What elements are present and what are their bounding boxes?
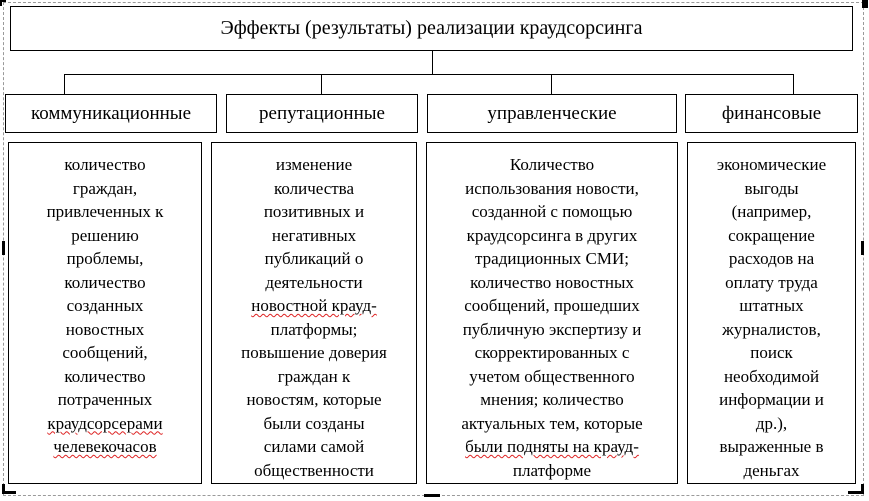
description-line: выраженные в	[719, 437, 824, 456]
description-box-management	[426, 142, 678, 484]
category-label: репутационные	[259, 102, 385, 124]
description-line	[9, 412, 201, 436]
category-box-management	[427, 94, 677, 133]
description-line: новостям, которые	[246, 390, 382, 409]
description-line: количество новостных	[470, 272, 634, 292]
description-line: деньгах	[743, 460, 800, 480]
description-box-financial	[687, 142, 856, 484]
description-line: количество	[64, 272, 146, 292]
spellcheck-word: новостной крауд-	[251, 296, 377, 315]
spellcheck-word: были подняты на крауд-	[465, 437, 639, 456]
description-line: сообщений,	[62, 343, 148, 362]
description-line: скорректированных с	[474, 343, 630, 362]
description-line: повышение доверия	[241, 343, 387, 362]
description-line: использования новости,	[465, 178, 639, 198]
description-line: изменение	[275, 155, 353, 174]
description-line: количества	[273, 178, 355, 198]
resize-handle-top-right[interactable]	[862, 0, 868, 8]
description-line: платформы;	[270, 319, 358, 339]
resize-handle-left-mid[interactable]	[2, 241, 5, 255]
connector-branch-4	[793, 74, 794, 94]
description-line	[212, 294, 416, 318]
description-line: сокращение	[728, 225, 815, 245]
description-line: количество	[64, 366, 146, 386]
description-line: граждан к	[277, 366, 351, 386]
description-line	[427, 435, 677, 459]
description-line: публикаций о	[264, 249, 364, 268]
description-line: публичную экспертизу и	[462, 319, 642, 339]
category-box-financial	[685, 94, 858, 133]
connector-horizontal	[64, 74, 793, 75]
description-line: традиционных СМИ;	[475, 249, 629, 268]
category-label: коммуникационные	[30, 102, 192, 124]
resize-handle-right-mid[interactable]	[861, 241, 864, 255]
description-line: количество	[64, 155, 146, 174]
description-text	[688, 153, 855, 482]
diagram-title: Эффекты (результаты) реализации краудсорсинга	[220, 17, 643, 39]
description-box-reputation	[211, 142, 417, 484]
description-line: необходимой	[723, 366, 820, 386]
description-line: проблемы,	[66, 249, 144, 268]
spellcheck-word: челевекочасов	[53, 437, 157, 456]
description-text	[9, 153, 201, 459]
description-line: деятельности	[265, 272, 363, 292]
description-text	[427, 153, 677, 482]
description-line: граждан,	[72, 178, 138, 198]
description-line: экономические	[716, 155, 827, 174]
description-line: общественности	[254, 460, 374, 480]
category-box-reputation	[226, 94, 418, 133]
resize-handle-bottom-mid[interactable]	[424, 494, 440, 497]
description-line: привлеченных к	[46, 202, 164, 221]
description-line	[9, 435, 201, 459]
description-line: расходов на	[728, 249, 815, 268]
description-text	[212, 153, 416, 482]
connector-trunk	[432, 51, 433, 75]
connector-branch-3	[551, 74, 552, 94]
description-line: поиск	[750, 343, 793, 362]
description-line: созданной с помощью	[471, 202, 633, 221]
diagram-title-box	[10, 6, 853, 51]
description-line: платформе	[512, 460, 592, 480]
description-line: силами самой	[263, 437, 365, 456]
description-line: потраченных	[57, 390, 153, 409]
description-line: созданных	[66, 296, 144, 315]
description-line: Количество	[509, 155, 595, 174]
category-label: финансовые	[721, 102, 822, 124]
connector-branch-2	[321, 74, 322, 94]
description-box-communication	[8, 142, 202, 484]
description-line: актуальных тем, которые	[461, 413, 643, 433]
description-line: решению	[71, 225, 139, 245]
spellcheck-word: краудсорсерами	[47, 413, 163, 433]
resize-handle-top-left-v[interactable]	[0, 0, 2, 6]
description-line: краудсорсинга в других	[466, 225, 638, 245]
description-line: позитивных и	[263, 202, 365, 221]
connector-branch-1	[64, 74, 65, 94]
description-line: оплату труда	[725, 272, 818, 292]
category-box-communication	[5, 94, 217, 133]
description-line: выгоды	[744, 178, 799, 198]
description-line: др.),	[755, 413, 788, 433]
resize-handle-bottom-right-v[interactable]	[861, 484, 864, 494]
description-line: (например,	[731, 202, 812, 221]
description-line: сообщений, прошедших	[464, 296, 640, 315]
description-line: были созданы	[263, 413, 365, 433]
description-line: негативных	[271, 225, 357, 245]
category-label: управленческие	[487, 102, 617, 124]
description-line: штатных	[739, 296, 804, 315]
description-line: журналистов,	[722, 319, 821, 339]
description-line: мнения; количество	[480, 390, 624, 409]
resize-handle-bottom-left-v[interactable]	[2, 484, 5, 494]
description-line: информации и	[719, 390, 824, 409]
description-line: новостных	[65, 319, 145, 339]
description-line: учетом общественного	[469, 366, 635, 386]
